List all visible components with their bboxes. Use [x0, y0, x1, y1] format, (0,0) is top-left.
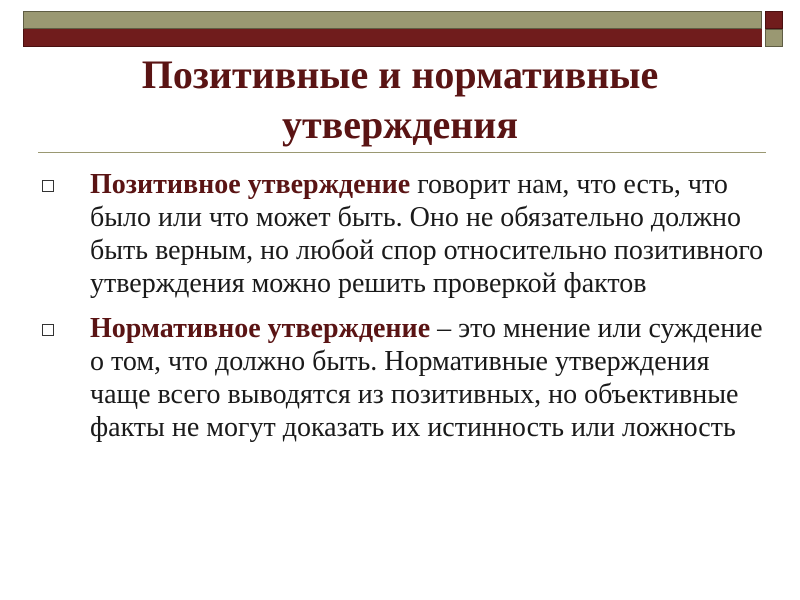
- slide-title: [60, 50, 740, 150]
- header-band-maroon: [23, 29, 762, 47]
- bullet-text: говорит нам, что есть, что было или что может быть. Оно не обязательно должно быть верным, но любой спор относительно позитивного утверждения можно решить проверкой фактов: [90, 169, 764, 299]
- bullet-item-positive: [40, 168, 770, 300]
- slide-title-line-2: утверждения: [282, 102, 518, 147]
- bullet-list: [40, 168, 770, 456]
- square-bullet-icon: [42, 324, 54, 336]
- corner-square-maroon: [765, 11, 783, 29]
- bullet-item-normative: [40, 312, 770, 444]
- title-divider: [38, 152, 766, 153]
- corner-square-olive: [765, 29, 783, 47]
- bullet-term: Позитивное утверждение: [90, 169, 411, 200]
- slide-title-line-1: Позитивные и нормативные: [141, 52, 659, 97]
- square-bullet-icon: [42, 180, 54, 192]
- bullet-term: Нормативное утверждение: [90, 313, 431, 344]
- bullet-text: – это мнение или суждение о том, что должно быть. Нормативные утверждения чаще всего выводятся из позитивных, но объективные факты не могут доказать их истинность или ложность: [90, 313, 763, 443]
- header-band-olive: [23, 11, 762, 29]
